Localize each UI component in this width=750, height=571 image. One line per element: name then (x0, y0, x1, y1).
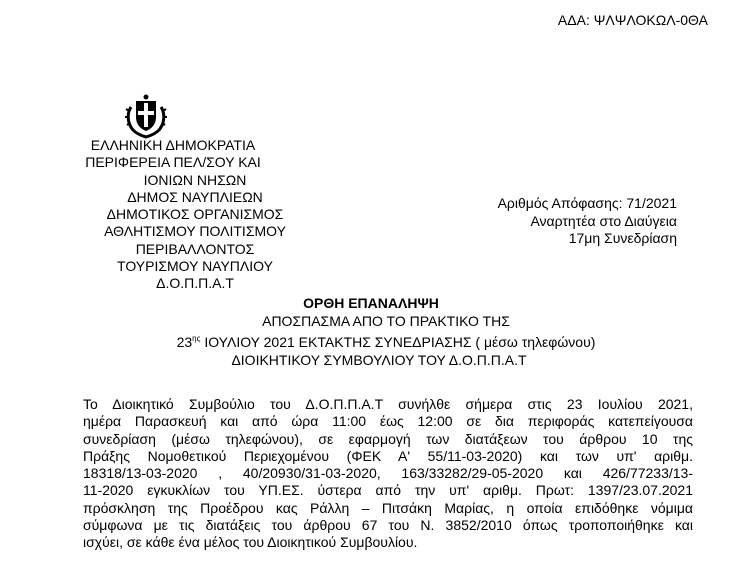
session-number: 17μη Συνεδρίαση (568, 230, 677, 246)
body-line: 18318/13-03-2020 , 40/20930/31-03-2020, 163/33282/29-05-2020 και 426/77233/13- (83, 465, 693, 482)
body-line: 11-2020 εγκυκλίων του ΥΠ.ΕΣ. ύστερα από την υπ' αριθμ. Πρωτ: 1397/23.07.2021 (83, 482, 693, 499)
header-line: ΠΕΡΙΒΑΛΛΟΝΤΟΣ (135, 240, 255, 257)
posting-note: Αναρτητέα στο Διαύγεια (530, 212, 677, 229)
correction-heading: ΟΡΘΗ ΕΠΑΝΑΛΗΨΗ (303, 295, 439, 311)
header-line: ΕΛΛΗΝΙΚΗ ΔΗΜΟΚΡΑΤΙΑ (90, 137, 256, 153)
body-line: συνεδρίαση (μέσω τηλεφώνου), σε εφαρμογή των διατάξεων του άρθρου 10 της (83, 430, 693, 447)
ada-code: ΑΔΑ: ΨΛΨΛΟΚΩΛ-0ΘΑ (557, 12, 708, 28)
header-line: ΑΘΛΗΤΙΣΜΟΥ ΠΟΛΙΤΙΣΜΟΥ (104, 223, 286, 240)
header-line: ΔΗΜΟΤΙΚΟΣ ΟΡΓΑΝΙΣΜΟΣ (106, 206, 284, 223)
body-line: Το Διοικητικό Συμβούλιο του Δ.Ο.Π.Π.Α.Τ συνήλθε σήμερα στις 23 Ιουλίου 2021, (83, 396, 693, 412)
decision-info (462, 195, 692, 248)
body-line: πρόσκληση της Προέδρου κας Ράλλη – Πιτσάκη Μαρίας, η οποία επιδόθηκε νόμιμα (83, 499, 693, 516)
header-line: ΔΗΜΟΣ ΝΑΥΠΛΙΕΩΝ (127, 188, 263, 205)
greek-coat-of-arms-icon (123, 93, 169, 139)
document-title (0, 295, 750, 369)
header-line: Δ.Ο.Π.Π.Α.Τ (156, 275, 234, 292)
session-day: 23 (176, 334, 193, 350)
session-date-text: ΙΟΥΛΙΟΥ 2021 ΕΚΤΑΚΤΗΣ ΣΥΝΕΔΡΙΑΣΗΣ ( μέσω τηλεφώνου) (200, 334, 596, 350)
board-heading: ΔΙΟΙΚΗΤΙΚΟΥ ΣΥΜΒΟΥΛΙΟΥ ΤΟΥ Δ.Ο.Π.Π.Α.Τ (231, 351, 527, 368)
body-paragraph (83, 396, 693, 552)
header-line: ΤΟΥΡΙΣΜΟΥ ΝΑΥΠΛΙΟΥ (117, 258, 273, 275)
header-line: ΠΕΡΙΦΕΡΕΙΑ ΠΕΛ/ΣΟΥ ΚΑΙ (85, 154, 261, 171)
issuer-header (0, 137, 290, 293)
decision-number: Αριθμός Απόφασης: 71/2021 (497, 195, 677, 211)
header-line: ΙΟΝΙΩΝ ΝΗΣΩΝ (143, 171, 247, 188)
body-line: ισχύει, σε κάθε ένα μέλος του Διοικητικού Συμβουλίου. (83, 534, 418, 551)
body-line: Πράξης Νομοθετικού Περιεχομένου (ΦΕΚ Α' 55/11-03-2020) και των υπ' αριθμ. (83, 447, 693, 464)
body-line: σύμφωνα με τις διατάξεις του άρθρου 67 του Ν. 3852/2010 όπως τροποποιήθηκε και (83, 517, 693, 534)
session-day-suffix: ης (192, 334, 201, 343)
body-line: ημέρα Παρασκευή και από ώρα 11:00 έως 12:00 σε δια περιφοράς κατεπείγουσα (83, 413, 693, 430)
session-heading (22, 330, 750, 352)
extract-heading: ΑΠΟΣΠΑΣΜΑ ΑΠΟ ΤΟ ΠΡΑΚΤΙΚΟ ΤΗΣ (262, 312, 510, 329)
